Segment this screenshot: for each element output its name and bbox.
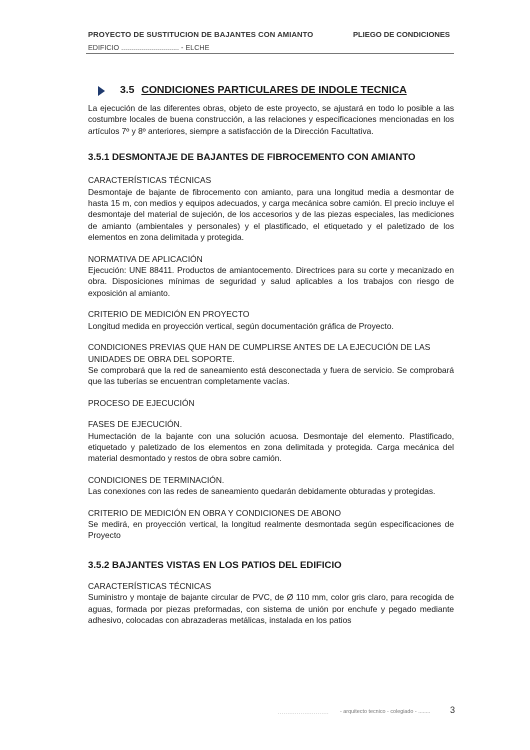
block-title: PROCESO DE EJECUCIÓN xyxy=(88,397,195,408)
footer-text: - arquitecto tecnico - colegiado - ........ xyxy=(340,709,431,715)
triangle-bullet-icon xyxy=(98,86,105,96)
block-text: Suministro y montaje de bajante circular de PVC, de Ø 110 mm, color gris claro, para recogida de aguas, formada por piezas preformadas, con sistema de unión por enchufe y pegado mediante adhesivo, colocadas con abrazaderas metálicas, instalada en los patios xyxy=(88,592,454,625)
page-number: 3 xyxy=(450,705,456,715)
block-text: Desmontaje de bajante de fibrocemento con amianto, para una longitud media a desmontar de hasta 15 m, con medios y equipos adecuados, y carga mecánica sobre camión. El precio incluye el desmontaje del material de sujeción, de los accesorios y de las piezas especiales, las mediciones de amianto (ambientales y personales) y el plastificado, el etiquetado y el paletizado de los elementos en zona delimitada y protegida. xyxy=(88,186,454,243)
section-number: 3.5 xyxy=(120,85,135,96)
header-divider xyxy=(86,53,454,54)
block-text: Las conexiones con las redes de saneamiento quedarán debidamente obturadas y protegidas. xyxy=(88,486,436,497)
block-text: Se medirá, en proyección vertical, la longitud realmente desmontada según especificaciones de Proyecto xyxy=(88,518,454,541)
header-project-title: PROYECTO DE SUSTITUCION DE BAJANTES CON AMIANTO xyxy=(88,30,314,39)
block-text: Ejecución: UNE 88411. Productos de amiantocemento. Directrices para su corte y mecanizado en obra. Disposiciones mínimas de seguridad y salud aplicables a los trabajos con riesgo de exposición al amianto. xyxy=(88,265,454,298)
block-title: CRITERIO DE MEDICIÓN EN PROYECTO xyxy=(88,309,250,320)
block-title: CONDICIONES PREVIAS QUE HAN DE CUMPLIRSE ANTES DE LA EJECUCIÓN DE LAS UNIDADES DE OBRA DEL SOPORTE. xyxy=(88,342,431,364)
block-text: Longitud medida en proyección vertical, según documentación gráfica de Proyecto. xyxy=(88,320,394,331)
page-content xyxy=(88,84,454,626)
header-building-line: EDIFICIO ............................. - ELCHE xyxy=(88,43,210,52)
block-text: Humectación de la bajante con una solución acuosa. Desmontaje del elemento. Plastificado, etiquetado y paletizado de los elementos en zona delimitada y protegida. Carga mecánica del material desmontado y restos de obra sobre camión. xyxy=(88,430,454,464)
block-title: NORMATIVA DE APLICACIÓN xyxy=(88,253,203,264)
block-title: CARACTERÍSTICAS TÉCNICAS xyxy=(88,580,212,591)
block-title: CONDICIONES DE TERMINACIÓN. xyxy=(88,474,225,485)
section-intro: La ejecución de las diferentes obras, objeto de este proyecto, se ajustará en todo lo posible a las costumbre locales de buena construcción, a las relaciones y especificaciones mencionadas en los artículos 7º y 8º anteriores, siempre a satisfacción de la Dirección Facultativa. xyxy=(88,103,454,136)
subsection-heading-3-5-2: 3.5.2 BAJANTES VISTAS EN LOS PATIOS DEL EDIFICIO xyxy=(88,559,342,571)
header-doc-type: PLIEGO DE CONDICIONES xyxy=(352,30,450,39)
section-title: CONDICIONES PARTICULARES DE INDOLE TECNICA xyxy=(141,85,407,96)
subsection-heading-3-5-1: 3.5.1 DESMONTAJE DE BAJANTES DE FIBROCEMENTO CON AMIANTO xyxy=(88,152,416,164)
block-title: CARACTERÍSTICAS TÉCNICAS xyxy=(88,175,212,186)
footer-dots: ........................... xyxy=(278,710,330,716)
section-heading xyxy=(88,84,454,98)
block-text: Se comprobará que la red de saneamiento está desconectada y fuera de servicio. Se comprobará que las tuberías se encuentran completamente vacías. xyxy=(88,364,454,387)
block-title: FASES DE EJECUCIÓN. xyxy=(88,419,183,430)
block-title: CRITERIO DE MEDICIÓN EN OBRA Y CONDICIONES DE ABONO xyxy=(88,507,342,518)
